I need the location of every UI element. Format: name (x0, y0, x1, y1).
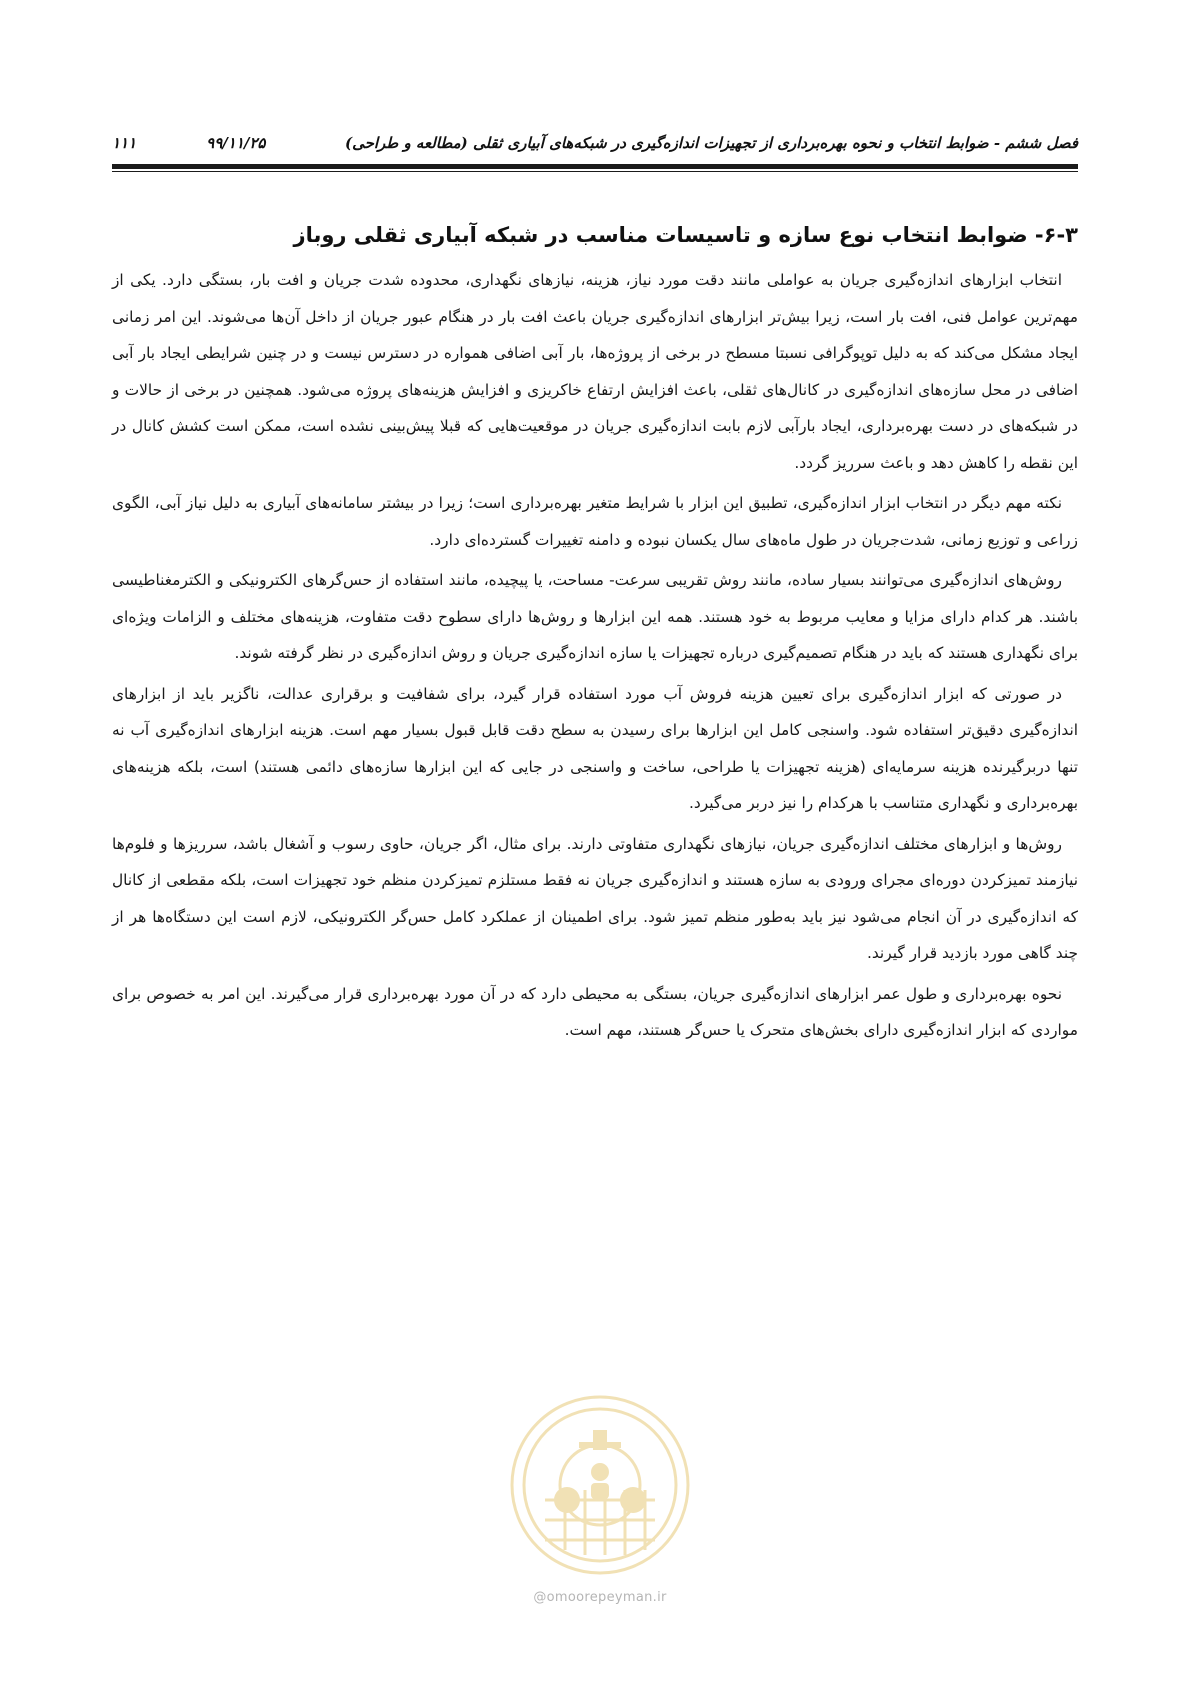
header-rule-thin (112, 171, 1078, 172)
watermark-logo (505, 1390, 695, 1580)
running-header (112, 128, 1078, 158)
paragraph-2: نکته مهم دیگر در انتخاب ابزار اندازه‌گیری، تطبیق این ابزار با شرایط متغیر بهره‌برداری است؛ زیرا در بیشتر سامانه‌های آبیاری به دلیل نیاز آبی، الگوی زراعی و توزیع زمانی، شدت‌جریان در طول ماه‌های سال یکسان نبوده و دامنه تغییرات گسترده‌ای دارد. (112, 494, 1078, 549)
paragraph-3: روش‌های اندازه‌گیری می‌توانند بسیار ساده، مانند روش تقریبی سرعت- مساحت، یا پیچیده، مانند استفاده از حس‌گرهای الکترونیکی و الکترمغناطیسی باشند. هر کدام دارای مزایا و معایب مربوط به خود هستند. همه این ابزارها و روش‌ها دارای سطوح دقت متفاوت، هزینه‌های مختلف و الزامات ویژه‌ای برای نگهداری هستند که باید در هنگام تصمیم‌گیری درباره تجهیزات یا سازه اندازه‌گیری جریان و روش اندازه‌گیری در نظر گرفته شوند. (112, 571, 1078, 662)
body-text (112, 262, 1078, 1053)
paragraph-5: روش‌ها و ابزارهای مختلف اندازه‌گیری جریان، نیازهای نگهداری متفاوتی دارند. برای مثال، اگر جریان، حاوی رسوب و آشغال باشد، سرریزها و فلوم‌ها نیازمند تمیزکردن دوره‌ای مجرای ورودی به سازه هستند و اندازه‌گیری جریان نه فقط مستلزم تمیزکردن منظم خود تجهیزات است، بلکه مقطعی از کانال که اندازه‌گیری در آن انجام می‌شود نیز باید به‌طور منظم تمیز شود. برای اطمینان از عملکرد کامل حس‌گر الکترونیکی، لازم است این دستگاه‌ها هر از چند گاهی مورد بازدید قرار گیرند. (112, 834, 1078, 962)
watermark-url: @omoorepeyman.ir (533, 1590, 667, 1605)
section-heading: ۶-۳- ضوابط انتخاب نوع سازه و تاسیسات مناسب در شبکه آبیاری ثقلی روباز (293, 223, 1078, 247)
paragraph-4: در صورتی که ابزار اندازه‌گیری برای تعیین هزینه فروش آب مورد استفاده قرار گیرد، برای شفافیت و برقراری عدالت، ناگزیر باید از ابزارهای اندازه‌گیری دقیق‌تر استفاده شود. واسنجی کامل این ابزارها برای رسیدن به سطح دقت قابل قبول بسیار مهم است. هزینه ابزارهای اندازه‌گیری آب نه تنها دربرگیرنده هزینه سرمایه‌ای (هزینه تجهیزات یا طراحی، ساخت و واسنجی در جایی که این ابزارها سازه‌های دائمی هستند) است، بلکه هزینه‌های بهره‌برداری و نگهداری متناسب با هرکدام را نیز دربر می‌گیرد. (112, 684, 1078, 812)
header-meta (112, 134, 281, 152)
paragraph-6: نحوه بهره‌برداری و طول عمر ابزارهای اندازه‌گیری جریان، بستگی به محیطی دارد که در آن مورد بهره‌برداری قرار می‌گیرند. این امر به خصوص برای مواردی که ابزار اندازه‌گیری دارای بخش‌های متحرک یا حس‌گر هستند، مهم است. (112, 984, 1078, 1039)
header-chapter-title: فصل ششم - ضوابط انتخاب و نحوه بهره‌برداری از تجهیزات اندازه‌گیری در شبکه‌های آبیاری ثقلی (مطالعه و طراحی) (344, 134, 1078, 152)
header-rule-thick (112, 164, 1078, 169)
page-number: ۱۱۱ (112, 134, 137, 152)
header-date: ۹۹/۱۱/۲۵ (206, 134, 266, 152)
paragraph-1: انتخاب ابزارهای اندازه‌گیری جریان به عواملی مانند دقت مورد نیاز، هزینه، نیازهای نگهداری، محدوده شدت جریان و افت بار، بستگی دارد. یکی از مهم‌ترین عوامل فنی، افت بار است، زیرا بیش‌تر ابزارهای اندازه‌گیری جریان باعث افت بار در هنگام عبور جریان از داخل آن‌ها می‌شوند. این امر زمانی ایجاد مشکل می‌کند که به دلیل توپوگرافی نسبتا مسطح در برخی از پروژه‌ها، بار آبی اضافی همواره در دسترس نیست و در چنین شرایطی ایجاد بار آبی اضافی در محل سازه‌های اندازه‌گیری در کانال‌های ثقلی، باعث افزایش ارتفاع خاکریزی و افزایش هزینه‌های پروژه می‌شود. همچنین در برخی از حالات و در شبکه‌های در دست بهره‌برداری، ایجاد بارآبی لازم بابت اندازه‌گیری جریان در موقعیت‌هایی که قبلا پیش‌بینی نشده است، ممکن است کشش کانال در این نقطه را کاهش دهد و باعث سرریز گردد. (112, 271, 1078, 472)
